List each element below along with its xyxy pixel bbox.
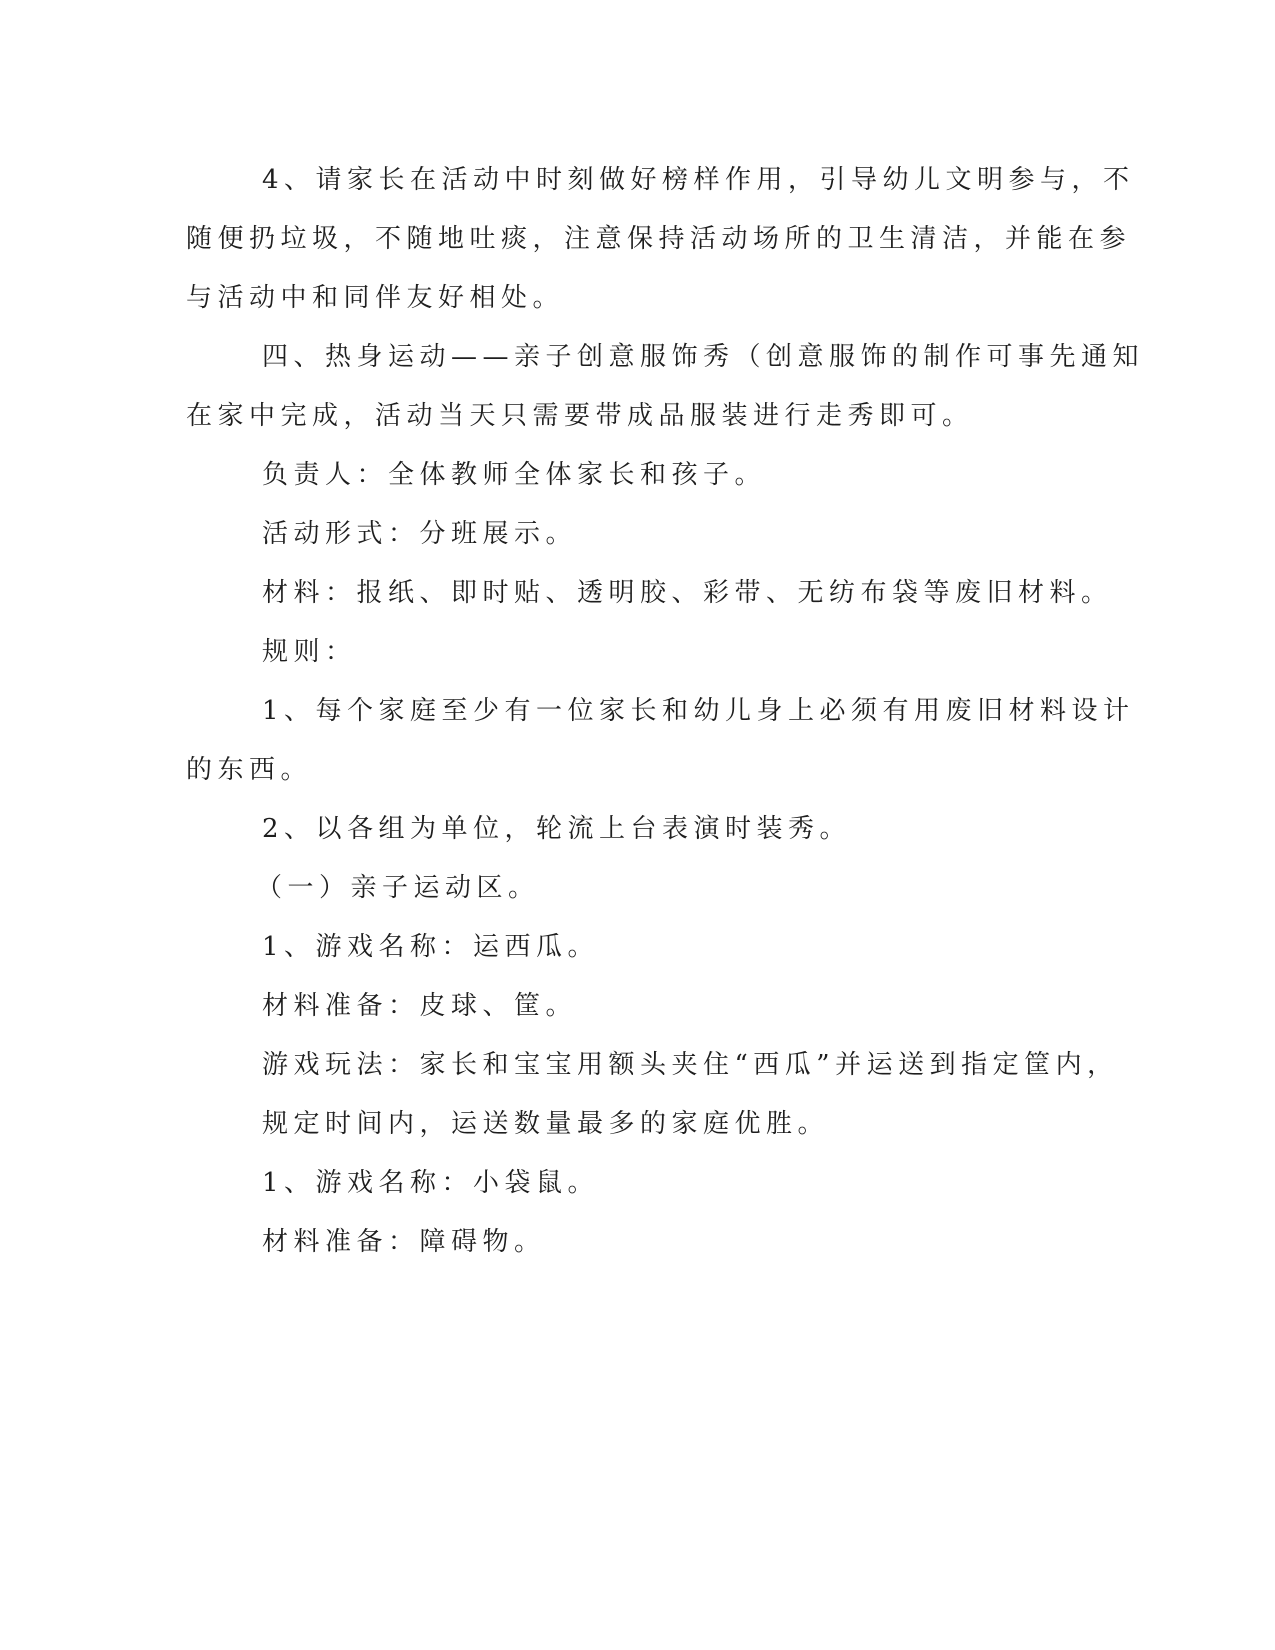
- paragraph-line: 游戏玩法：家长和宝宝用额头夹住“西瓜”并运送到指定筐内，: [262, 1050, 1119, 1080]
- paragraph-line: 材料准备：障碍物。: [262, 1227, 546, 1257]
- paragraph-line: 在家中完成，活动当天只需要带成品服装进行走秀即可。: [186, 401, 974, 431]
- paragraph-line: 负责人：全体教师全体家长和孩子。: [262, 460, 767, 490]
- paragraph-line: 的东西。: [186, 755, 313, 785]
- paragraph-line: 规定时间内，运送数量最多的家庭优胜。: [262, 1109, 830, 1139]
- paragraph-line: 规则：: [262, 637, 357, 667]
- paragraph-line: 2、以各组为单位，轮流上台表演时装秀。: [262, 814, 852, 844]
- paragraph-line: 随便扔垃圾，不随地吐痰，注意保持活动场所的卫生清洁，并能在参: [186, 224, 1132, 254]
- paragraph-line: 1、游戏名称：运西瓜。: [262, 932, 600, 962]
- paragraph-line: 材料准备：皮球、筐。: [262, 991, 578, 1021]
- paragraph-line: 与活动中和同伴友好相处。: [186, 283, 565, 313]
- paragraph-line: 四、热身运动——亲子创意服饰秀（创意服饰的制作可事先通知: [262, 342, 1145, 372]
- paragraph-line: 1、每个家庭至少有一位家长和幼儿身上必须有用废旧材料设计: [262, 696, 1135, 726]
- paragraph-line: 材料：报纸、即时贴、透明胶、彩带、无纺布袋等废旧材料。: [262, 578, 1113, 608]
- section-heading: （一）亲子运动区。: [256, 873, 540, 903]
- paragraph-line: 活动形式：分班展示。: [262, 519, 578, 549]
- paragraph-line: 1、游戏名称：小袋鼠。: [262, 1168, 600, 1198]
- paragraph-line: 4、请家长在活动中时刻做好榜样作用，引导幼儿文明参与，不: [262, 165, 1135, 195]
